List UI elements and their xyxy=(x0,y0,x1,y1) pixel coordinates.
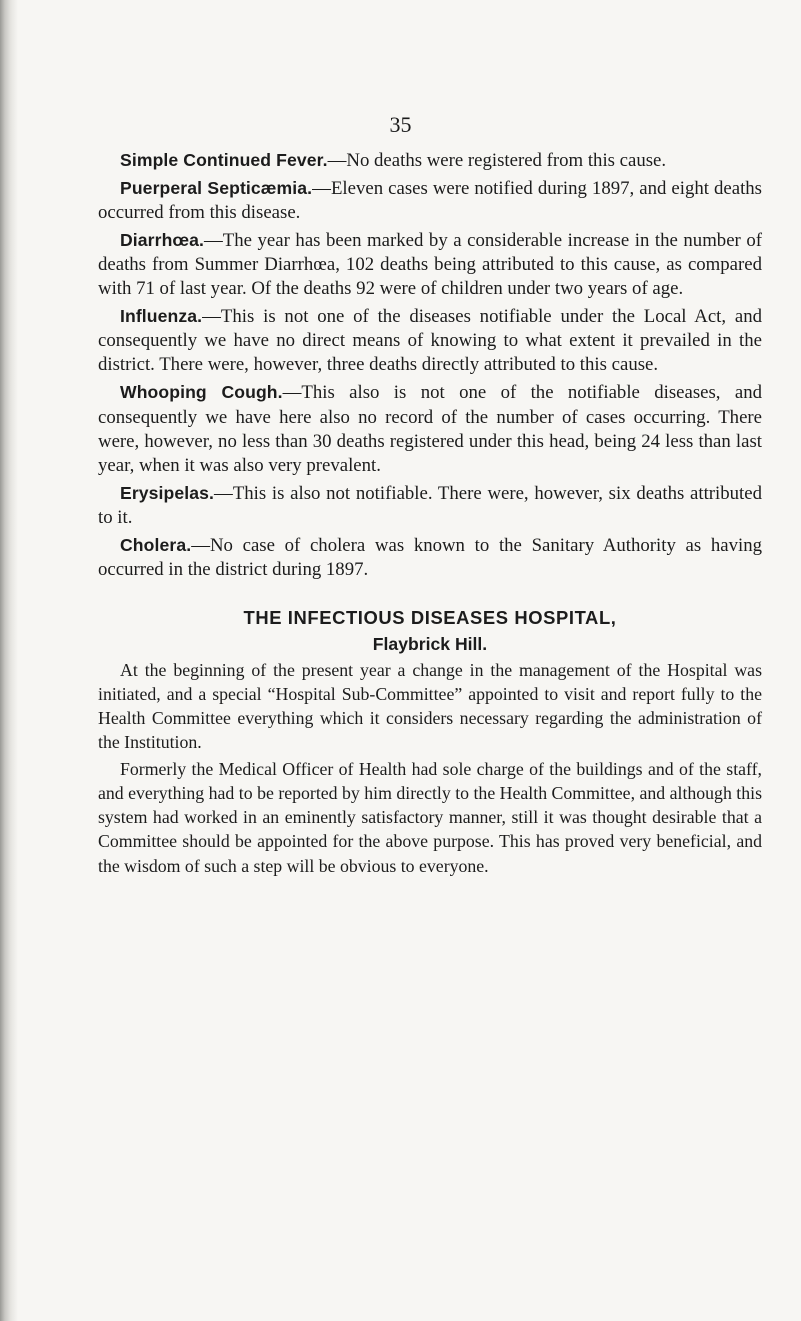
entry-cholera xyxy=(98,533,762,582)
section-subtitle: Flaybrick Hill. xyxy=(372,633,488,654)
hospital-paragraph: Formerly the Medical Officer of Health had sole charge of the buildings and of the staff, and everything had to be reported by him directly to the Health Committee, and although this system had worked in an eminently satisfactory manner, still it was thought desirable that a Committee should be appointed for the above purpose. This has proved very beneficial, and the wisdom of such a step will be obvious to everyone. xyxy=(98,759,762,876)
entry-text: —The year has been marked by a considerable increase in the number of deaths from Summer Diarrhœa, 102 deaths being attributed to this cause, as compared with 71 of last year. Of the deaths 92 were of children under two years of age. xyxy=(98,230,762,300)
entry-heading: Puerperal Septicæmia. xyxy=(120,177,313,198)
entry-influenza xyxy=(98,304,762,377)
entry-text: —Eleven cases were notified during 1897, and eight deaths occurred from this disease. xyxy=(98,177,762,224)
entry-text: —No deaths were registered from this cause. xyxy=(327,150,667,171)
entry-heading: Influenza. xyxy=(120,306,203,327)
entry-heading: Cholera. xyxy=(120,534,192,555)
entry-puerperal-septicaemia xyxy=(98,176,762,225)
hospital-paragraph: At the beginning of the present year a change in the management of the Hospital was initiated, and a special “Hospital Sub-Committee” appointed to visit and report fully to the Health Committee everything which it considers necessary regarding the administration of the Institution. xyxy=(98,659,762,753)
entry-text: —This is also not notifiable. There were, however, six deaths attributed to it. xyxy=(98,482,762,528)
entry-heading: Simple Continued Fever. xyxy=(120,150,328,170)
entry-diarrhoea xyxy=(98,228,762,301)
entry-heading: Diarrhœa. xyxy=(120,230,204,251)
entry-heading: Erysipelas. xyxy=(120,482,215,503)
entry-whooping-cough xyxy=(98,380,762,477)
report-body xyxy=(98,148,762,881)
entry-heading: Whooping Cough. xyxy=(120,382,283,403)
binding-shadow xyxy=(0,0,18,1321)
entry-text: —This is not one of the diseases notifiable under the Local Act, and consequently we have no direct means of knowing to what extent it prevailed in the district. There were, however, three deaths directly attributed to this cause. xyxy=(98,306,762,376)
entry-text: —This also is not one of the notifiable diseases, and consequently we have here also no record of the number of cases occurring. There were, however, no less than 30 deaths registered under this head, being 24 less than last year, when it was also very prevalent. xyxy=(98,382,762,476)
section-title: THE INFECTIOUS DISEASES HOSPITAL, xyxy=(243,606,617,628)
entry-erysipelas xyxy=(98,481,762,530)
page-number: 35 xyxy=(389,112,412,137)
hospital-section-body xyxy=(98,658,762,878)
entry-simple-continued-fever xyxy=(98,148,762,173)
entry-text: —No case of cholera was known to the Sanitary Authority as having occurred in the district during 1897. xyxy=(98,534,762,580)
